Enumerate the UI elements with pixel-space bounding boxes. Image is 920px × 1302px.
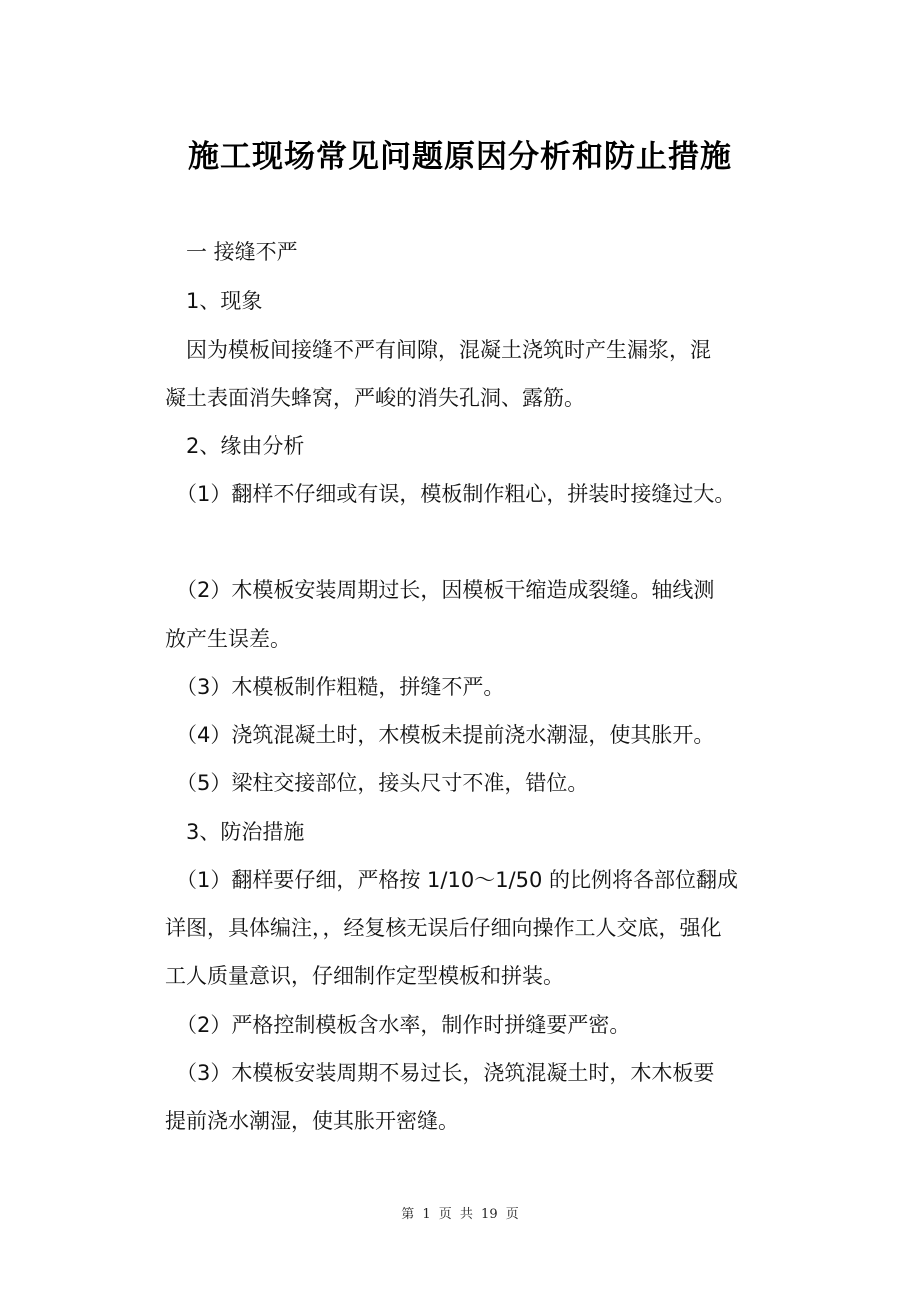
- subsection-heading: 3、防治措施: [186, 820, 305, 844]
- list-item-line: （3）木模板安装周期不易过长，浇筑混凝土时，木木板要: [176, 1061, 715, 1085]
- list-item-line: 放产生误差。: [165, 627, 291, 651]
- subsection-heading: 1、现象: [186, 289, 263, 313]
- page-footer: 第 1 页 共 19 页: [401, 1207, 519, 1222]
- list-item-line: （1）翻样要仔细，严格按 1/10～1/50 的比例将各部位翻成: [176, 868, 739, 892]
- document-title: 施工现场常见问题原因分析和防止措施: [188, 139, 732, 175]
- list-item-line: （4）浇筑混凝土时，木模板未提前浇水潮湿，使其胀开。: [176, 723, 715, 747]
- list-item-line: 详图，具体编注，，经复核无误后仔细向操作工人交底，强化: [165, 916, 722, 940]
- subsection-heading: 2、缘由分析: [186, 434, 305, 458]
- paragraph-line: 凝土表面消失蜂窝，严峻的消失孔洞、露筋。: [165, 386, 585, 410]
- list-item-line: （1）翻样不仔细或有误，模板制作粗心，拼装时接缝过大。: [176, 482, 736, 506]
- list-item-line: 工人质量意识，仔细制作定型模板和拼装。: [165, 964, 564, 988]
- list-item-line: （2）严格控制模板含水率，制作时拼缝要严密。: [176, 1013, 631, 1037]
- list-item-line: （5）梁柱交接部位，接头尺寸不准，错位。: [176, 771, 589, 795]
- paragraph-line: 因为模板间接缝不严有间隙，混凝土浇筑时产生漏浆，混: [186, 338, 711, 362]
- list-item-line: 提前浇水潮湿，使其胀开密缝。: [165, 1109, 459, 1133]
- section-heading: 一 接缝不严: [186, 240, 298, 264]
- list-item-line: （3）木模板制作粗糙，拼缝不严。: [176, 675, 505, 699]
- list-item-line: （2）木模板安装周期过长，因模板干缩造成裂缝。轴线测: [176, 578, 715, 602]
